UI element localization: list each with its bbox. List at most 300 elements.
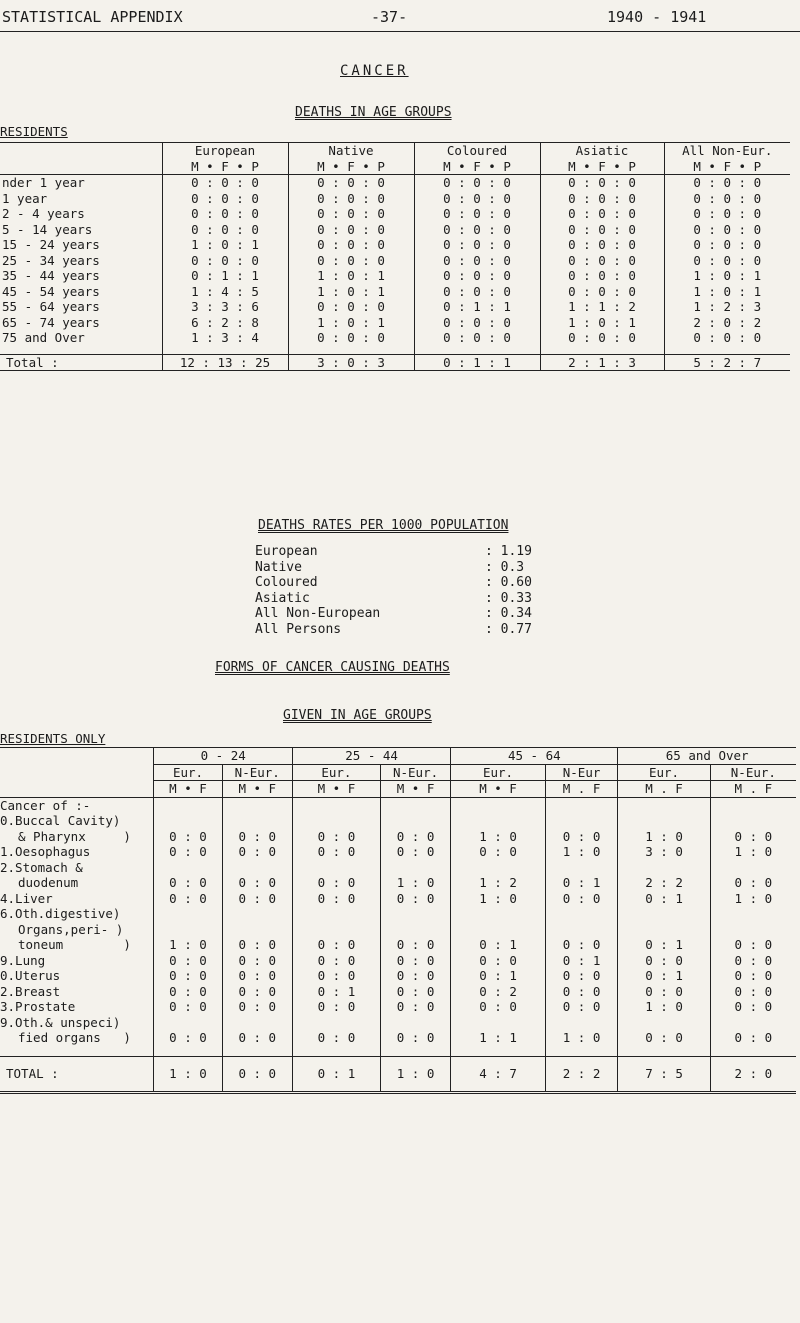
value: 0: [479, 983, 487, 999]
value: 0: [169, 844, 177, 859]
value: 1: [396, 1065, 405, 1081]
value-cell: 0 : 0: [710, 984, 796, 1000]
value-cell: 0 : 0 : 0: [288, 330, 414, 346]
value: 0: [317, 190, 325, 206]
value: 1: [251, 268, 259, 283]
value: 0: [169, 875, 177, 890]
origin-header: Eur.: [618, 764, 710, 781]
value-cell: 0 : 0 : 0: [540, 253, 664, 269]
value-cell: [292, 1015, 380, 1031]
value-cell: 0 : 0: [222, 999, 292, 1015]
age-row: [0, 330, 790, 346]
value-cell: 0 : 0: [222, 1056, 292, 1092]
value: 0: [443, 221, 451, 237]
value: 0: [628, 175, 636, 190]
value: 1: [377, 268, 385, 283]
sex-header: M • F: [451, 781, 546, 798]
value-cell: [710, 797, 796, 813]
value: 0: [199, 890, 207, 906]
total-row: [0, 1056, 796, 1092]
origin-header: Eur.: [451, 764, 546, 781]
value: 5: [675, 1065, 683, 1081]
value-cell: [380, 1015, 450, 1031]
value: 0: [443, 237, 451, 252]
value: 0: [199, 828, 207, 844]
value: 1: [645, 999, 653, 1014]
age-row: [0, 284, 790, 300]
value-cell: 0 : 0 : 0: [162, 253, 288, 269]
age-row: [0, 175, 790, 191]
cancer-row: [0, 813, 796, 829]
value-cell: 1 : 2: [451, 875, 546, 891]
value: 0: [734, 999, 743, 1014]
group-header: Native: [288, 143, 414, 159]
value: 4: [251, 330, 259, 345]
value: 0: [317, 875, 326, 890]
value: 5: [251, 283, 259, 299]
main-title: CANCER: [340, 63, 409, 79]
value: 0: [592, 1030, 601, 1045]
value: 0: [169, 999, 177, 1014]
value: 0: [347, 283, 355, 299]
value: 0: [317, 844, 326, 859]
value-cell: 1 : 1 : 2: [540, 299, 664, 315]
section2-title: DEATHS RATES PER 1000 POPULATION: [258, 518, 509, 533]
cancer-forms-table: [0, 747, 796, 1094]
value-cell: 0 : 0: [710, 1030, 796, 1046]
value-cell: 1 : 0 : 1: [540, 315, 664, 331]
value-cell: 0 : 0 : 0: [162, 206, 288, 222]
value: 0: [426, 828, 435, 844]
blank-cell: [0, 748, 154, 765]
value: 0: [347, 237, 355, 252]
value: 0: [426, 999, 435, 1014]
value-cell: 0 : 0 : 0: [414, 315, 540, 331]
rate-row: [255, 591, 655, 607]
value: 0: [764, 952, 773, 968]
value: 0: [598, 190, 606, 206]
value: 0: [317, 206, 325, 221]
value-cell: 0 : 0 : 0: [162, 175, 288, 191]
value-cell: 0 : 1: [292, 984, 380, 1000]
value: 0: [317, 937, 326, 952]
cancer-row: [0, 999, 796, 1015]
row-label: Organs,peri- ): [18, 921, 124, 937]
value: 0: [377, 330, 385, 345]
value-cell: 0 : 1: [618, 937, 710, 953]
value-cell: 0 : 0 : 0: [414, 253, 540, 269]
value-cell: 0 : 0: [710, 953, 796, 969]
value-cell: [710, 906, 796, 922]
value: 0: [723, 330, 732, 345]
value-cell: 0 : 0: [154, 953, 222, 969]
group-header: All Non-Eur.: [664, 143, 790, 159]
value-cell: 0 : 0 : 0: [664, 175, 790, 191]
value: 0: [199, 844, 207, 859]
value: 0: [317, 330, 325, 345]
value: 0: [317, 299, 325, 314]
value: 0: [426, 875, 435, 890]
value-cell: [451, 860, 546, 876]
value: 0: [473, 330, 481, 345]
value-cell: 0 : 1: [292, 1056, 380, 1092]
value-cell: 0 : 0: [710, 875, 796, 891]
value: 0: [238, 968, 246, 983]
value: 1: [503, 299, 511, 314]
value: 1: [562, 844, 571, 859]
value-cell: 0 : 0: [380, 999, 450, 1015]
value: 0: [347, 828, 356, 844]
value: 2: [509, 983, 517, 999]
value-cell: [710, 1015, 796, 1031]
value: 2: [592, 1065, 601, 1081]
value: 0: [317, 1065, 326, 1081]
value: 1: [347, 1065, 356, 1081]
value-cell: 2 : 2: [618, 875, 710, 891]
value: 0: [753, 221, 762, 237]
value: 0: [443, 268, 451, 283]
rate-label: Coloured: [255, 575, 318, 590]
row-label: toneum ): [18, 937, 131, 952]
value: 1: [191, 330, 199, 345]
value-cell: 0 : 0: [292, 953, 380, 969]
value: 2: [628, 299, 636, 314]
value-cell: 3 : 0 : 3: [288, 354, 414, 371]
value: 0: [199, 1030, 207, 1045]
value: 0: [317, 252, 325, 268]
rate-label: European: [255, 544, 318, 559]
value: 0: [764, 999, 773, 1014]
value-cell: [154, 797, 222, 813]
value-cell: 0 : 1: [618, 968, 710, 984]
value-cell: 0 : 0: [222, 891, 292, 907]
value-cell: 0 : 0 : 0: [540, 268, 664, 284]
section1-title: DEATHS IN AGE GROUPS: [295, 105, 452, 120]
rate-row: [255, 575, 655, 591]
value: 0: [764, 968, 773, 983]
row-label: 55 - 64 years: [2, 299, 100, 314]
value: 0: [764, 875, 773, 890]
value: 0: [221, 237, 229, 252]
deaths-age-groups-table: [0, 142, 790, 371]
value: 2: [734, 1065, 743, 1081]
value: 0: [764, 844, 773, 859]
value-cell: 7 : 5: [618, 1056, 710, 1092]
value-cell: 0 : 0: [154, 984, 222, 1000]
value: 1: [675, 937, 683, 952]
value: 0: [443, 330, 451, 345]
value-cell: [222, 906, 292, 922]
value: 0: [592, 983, 601, 999]
value: 0: [693, 330, 701, 345]
value: 0: [377, 175, 385, 190]
value: 0: [199, 999, 207, 1014]
value-cell: [154, 922, 222, 938]
value-cell: 1 : 0: [380, 875, 450, 891]
value-cell: 0 : 1: [545, 953, 618, 969]
value: 0: [568, 283, 576, 299]
value-cell: [545, 813, 618, 829]
row-label: duodenum: [18, 875, 79, 890]
value-cell: 0 : 0 : 0: [288, 175, 414, 191]
value: 0: [509, 999, 517, 1014]
rate-value: : 0.34: [485, 606, 532, 621]
value: 0: [199, 968, 207, 983]
value: 0: [693, 252, 701, 268]
value-cell: [545, 860, 618, 876]
value-cell: 0 : 0: [292, 875, 380, 891]
value-cell: 6 : 2 : 8: [162, 315, 288, 331]
value-cell: 0 : 0: [545, 891, 618, 907]
value-cell: 0 : 0 : 0: [414, 330, 540, 346]
value: 1: [251, 237, 259, 252]
value: 0: [347, 1030, 356, 1045]
age-row: [0, 315, 790, 331]
value-cell: [292, 813, 380, 829]
value-cell: 1 : 0 : 1: [664, 268, 790, 284]
age-row: [0, 237, 790, 253]
row-label: 45 - 54 years: [2, 283, 100, 299]
value-cell: 0 : 0 : 0: [540, 330, 664, 346]
value: 0: [347, 175, 355, 190]
value: 0: [317, 890, 326, 906]
value: 0: [396, 983, 405, 999]
value: 0: [251, 175, 259, 190]
value-cell: 0 : 0: [154, 891, 222, 907]
page-number: -37-: [371, 8, 408, 26]
value-cell: 2 : 1 : 3: [540, 354, 664, 371]
value: 0: [473, 237, 481, 252]
value: 0: [723, 283, 732, 299]
value: 0: [562, 890, 571, 906]
value-cell: 0 : 0 : 0: [664, 191, 790, 207]
value: 0: [347, 952, 356, 968]
value-cell: 1 : 0: [710, 844, 796, 860]
value-cell: [154, 906, 222, 922]
value: 0: [443, 206, 451, 221]
value: 0: [734, 875, 743, 890]
age-row: [0, 253, 790, 269]
value: 0: [317, 968, 326, 983]
value-cell: 0 : 0: [545, 937, 618, 953]
value-cell: 1 : 0: [154, 937, 222, 953]
value-cell: 0 : 1 : 1: [162, 268, 288, 284]
value: 0: [396, 937, 405, 952]
value-cell: 0 : 0: [292, 968, 380, 984]
value: 0: [479, 999, 487, 1014]
value-cell: 0 : 0 : 0: [540, 175, 664, 191]
value: 0: [723, 314, 732, 330]
value: 0: [396, 968, 405, 983]
rate-row: [255, 560, 655, 576]
value: 0: [568, 206, 576, 221]
value: 1: [693, 283, 701, 299]
value-cell: [710, 813, 796, 829]
value: 0: [764, 983, 773, 999]
row-label: nder 1 year: [2, 175, 85, 190]
origin-header: Eur.: [292, 764, 380, 781]
value: 0: [598, 268, 606, 283]
value: 0: [568, 330, 576, 345]
header-rule: [0, 31, 800, 32]
value: 0: [191, 190, 199, 206]
value: 3: [753, 299, 762, 314]
value: 0: [347, 314, 355, 330]
age-row: [0, 191, 790, 207]
value: 0: [426, 968, 435, 983]
origin-header: N-Eur.: [710, 764, 796, 781]
row-label: 35 - 44 years: [2, 268, 100, 283]
row-label: fied organs ): [18, 1030, 131, 1045]
value-cell: 0 : 0 : 0: [664, 253, 790, 269]
origin-header: N-Eur.: [222, 764, 292, 781]
row-label: 9.Lung: [0, 952, 46, 968]
value: 0: [509, 952, 517, 968]
value: 0: [317, 983, 326, 999]
value-cell: 0 : 0: [451, 999, 546, 1015]
value: 1: [645, 828, 653, 844]
value: 0: [169, 890, 177, 906]
value: 0: [238, 828, 246, 844]
value-cell: [222, 813, 292, 829]
value: 0: [347, 875, 356, 890]
value: 0: [675, 983, 683, 999]
value-cell: [292, 922, 380, 938]
value: 0: [268, 844, 277, 859]
value: 0: [764, 937, 773, 952]
value-cell: 1 : 0 : 1: [288, 268, 414, 284]
value: 0: [473, 175, 481, 190]
value: 0: [734, 828, 743, 844]
rate-label: All Persons: [255, 621, 342, 637]
value: 0: [734, 937, 743, 952]
value-cell: [222, 1015, 292, 1031]
cancer-row: [0, 953, 796, 969]
rate-value: : 0.77: [485, 621, 532, 637]
value-cell: [618, 1015, 710, 1031]
value: 0: [191, 252, 199, 268]
value: 8: [251, 314, 259, 330]
value: 0: [347, 937, 356, 952]
value: 0: [199, 937, 207, 952]
value: 0: [562, 875, 571, 890]
value-cell: [710, 922, 796, 938]
row-label: 0.Uterus: [0, 968, 61, 983]
row-label: 9.Oth.& unspeci): [0, 1014, 121, 1030]
value-cell: 0 : 0: [618, 984, 710, 1000]
value: 0: [268, 999, 277, 1014]
value: 0: [479, 952, 487, 968]
value-cell: 0 : 0: [380, 844, 450, 860]
value: 0: [645, 1030, 653, 1045]
sex-header: M . F: [545, 781, 618, 798]
value: 0: [562, 983, 571, 999]
value: 1: [479, 890, 487, 906]
value: 0: [598, 314, 606, 330]
origin-header: N-Eur: [545, 764, 618, 781]
value: 0: [443, 283, 451, 299]
residents-only-label: RESIDENTS ONLY: [0, 731, 106, 746]
value: 0: [693, 237, 701, 252]
section3-title: FORMS OF CANCER CAUSING DEATHS: [215, 660, 450, 675]
blank-cell: [0, 764, 154, 781]
value: 0: [251, 190, 259, 206]
value: 1: [479, 875, 487, 890]
value: 0: [268, 890, 277, 906]
value: 0: [562, 999, 571, 1014]
header-year: 1940 - 1941: [607, 8, 707, 26]
value-cell: 0 : 0: [292, 829, 380, 845]
value: 0: [169, 952, 177, 968]
value: 1: [509, 1030, 517, 1045]
value-cell: [545, 1015, 618, 1031]
value: 0: [347, 354, 355, 370]
value-cell: 0 : 0: [380, 984, 450, 1000]
cancer-row: [0, 875, 796, 891]
value-cell: 0 : 0: [380, 968, 450, 984]
sex-header: M • F • P: [664, 159, 790, 175]
value: 0: [753, 175, 762, 190]
value: 1: [509, 968, 517, 983]
value: 1: [191, 237, 199, 252]
value-cell: 0 : 0: [618, 1030, 710, 1046]
value: 0: [503, 237, 511, 252]
value: 1: [317, 268, 325, 283]
value: 0: [645, 952, 653, 968]
spacer-row: [0, 1046, 796, 1057]
value-cell: 0 : 0 : 0: [664, 222, 790, 238]
value: 1: [377, 283, 385, 299]
rate-label: Asiatic: [255, 590, 310, 606]
value: 25: [255, 354, 271, 370]
rate-value: : 0.3: [485, 559, 525, 575]
value-cell: 0 : 0: [451, 844, 546, 860]
value-cell: 1 : 0: [545, 844, 618, 860]
value-cell: 0 : 0 : 0: [288, 206, 414, 222]
value: 3: [191, 299, 199, 314]
cancer-row: [0, 1030, 796, 1046]
value: 0: [675, 999, 683, 1014]
value-cell: 1 : 0: [451, 891, 546, 907]
value-cell: 1 : 3 : 4: [162, 330, 288, 346]
value: 0: [598, 252, 606, 268]
value: 7: [753, 354, 762, 370]
sex-header: M . F: [710, 781, 796, 798]
value-cell: 4 : 7: [451, 1056, 546, 1092]
value: 0: [764, 890, 773, 906]
value: 0: [734, 983, 743, 999]
value-cell: [451, 906, 546, 922]
value: 1: [592, 952, 601, 968]
value: 0: [753, 330, 762, 345]
value-cell: 0 : 0: [154, 999, 222, 1015]
value-cell: [154, 1015, 222, 1031]
cancer-row: [0, 968, 796, 984]
value: 1: [317, 314, 325, 330]
value-cell: 0 : 0: [380, 953, 450, 969]
value-cell: 3 : 3 : 6: [162, 299, 288, 315]
value-cell: 1 : 0: [545, 1030, 618, 1046]
value: 0: [479, 937, 487, 952]
value: 0: [443, 175, 451, 190]
value-cell: 0 : 0 : 0: [288, 253, 414, 269]
value: 12: [179, 354, 195, 370]
value-cell: 0 : 1: [451, 968, 546, 984]
value-cell: 0 : 1 : 1: [414, 299, 540, 315]
value: 0: [473, 190, 481, 206]
value: 0: [473, 252, 481, 268]
value: 0: [675, 844, 683, 859]
